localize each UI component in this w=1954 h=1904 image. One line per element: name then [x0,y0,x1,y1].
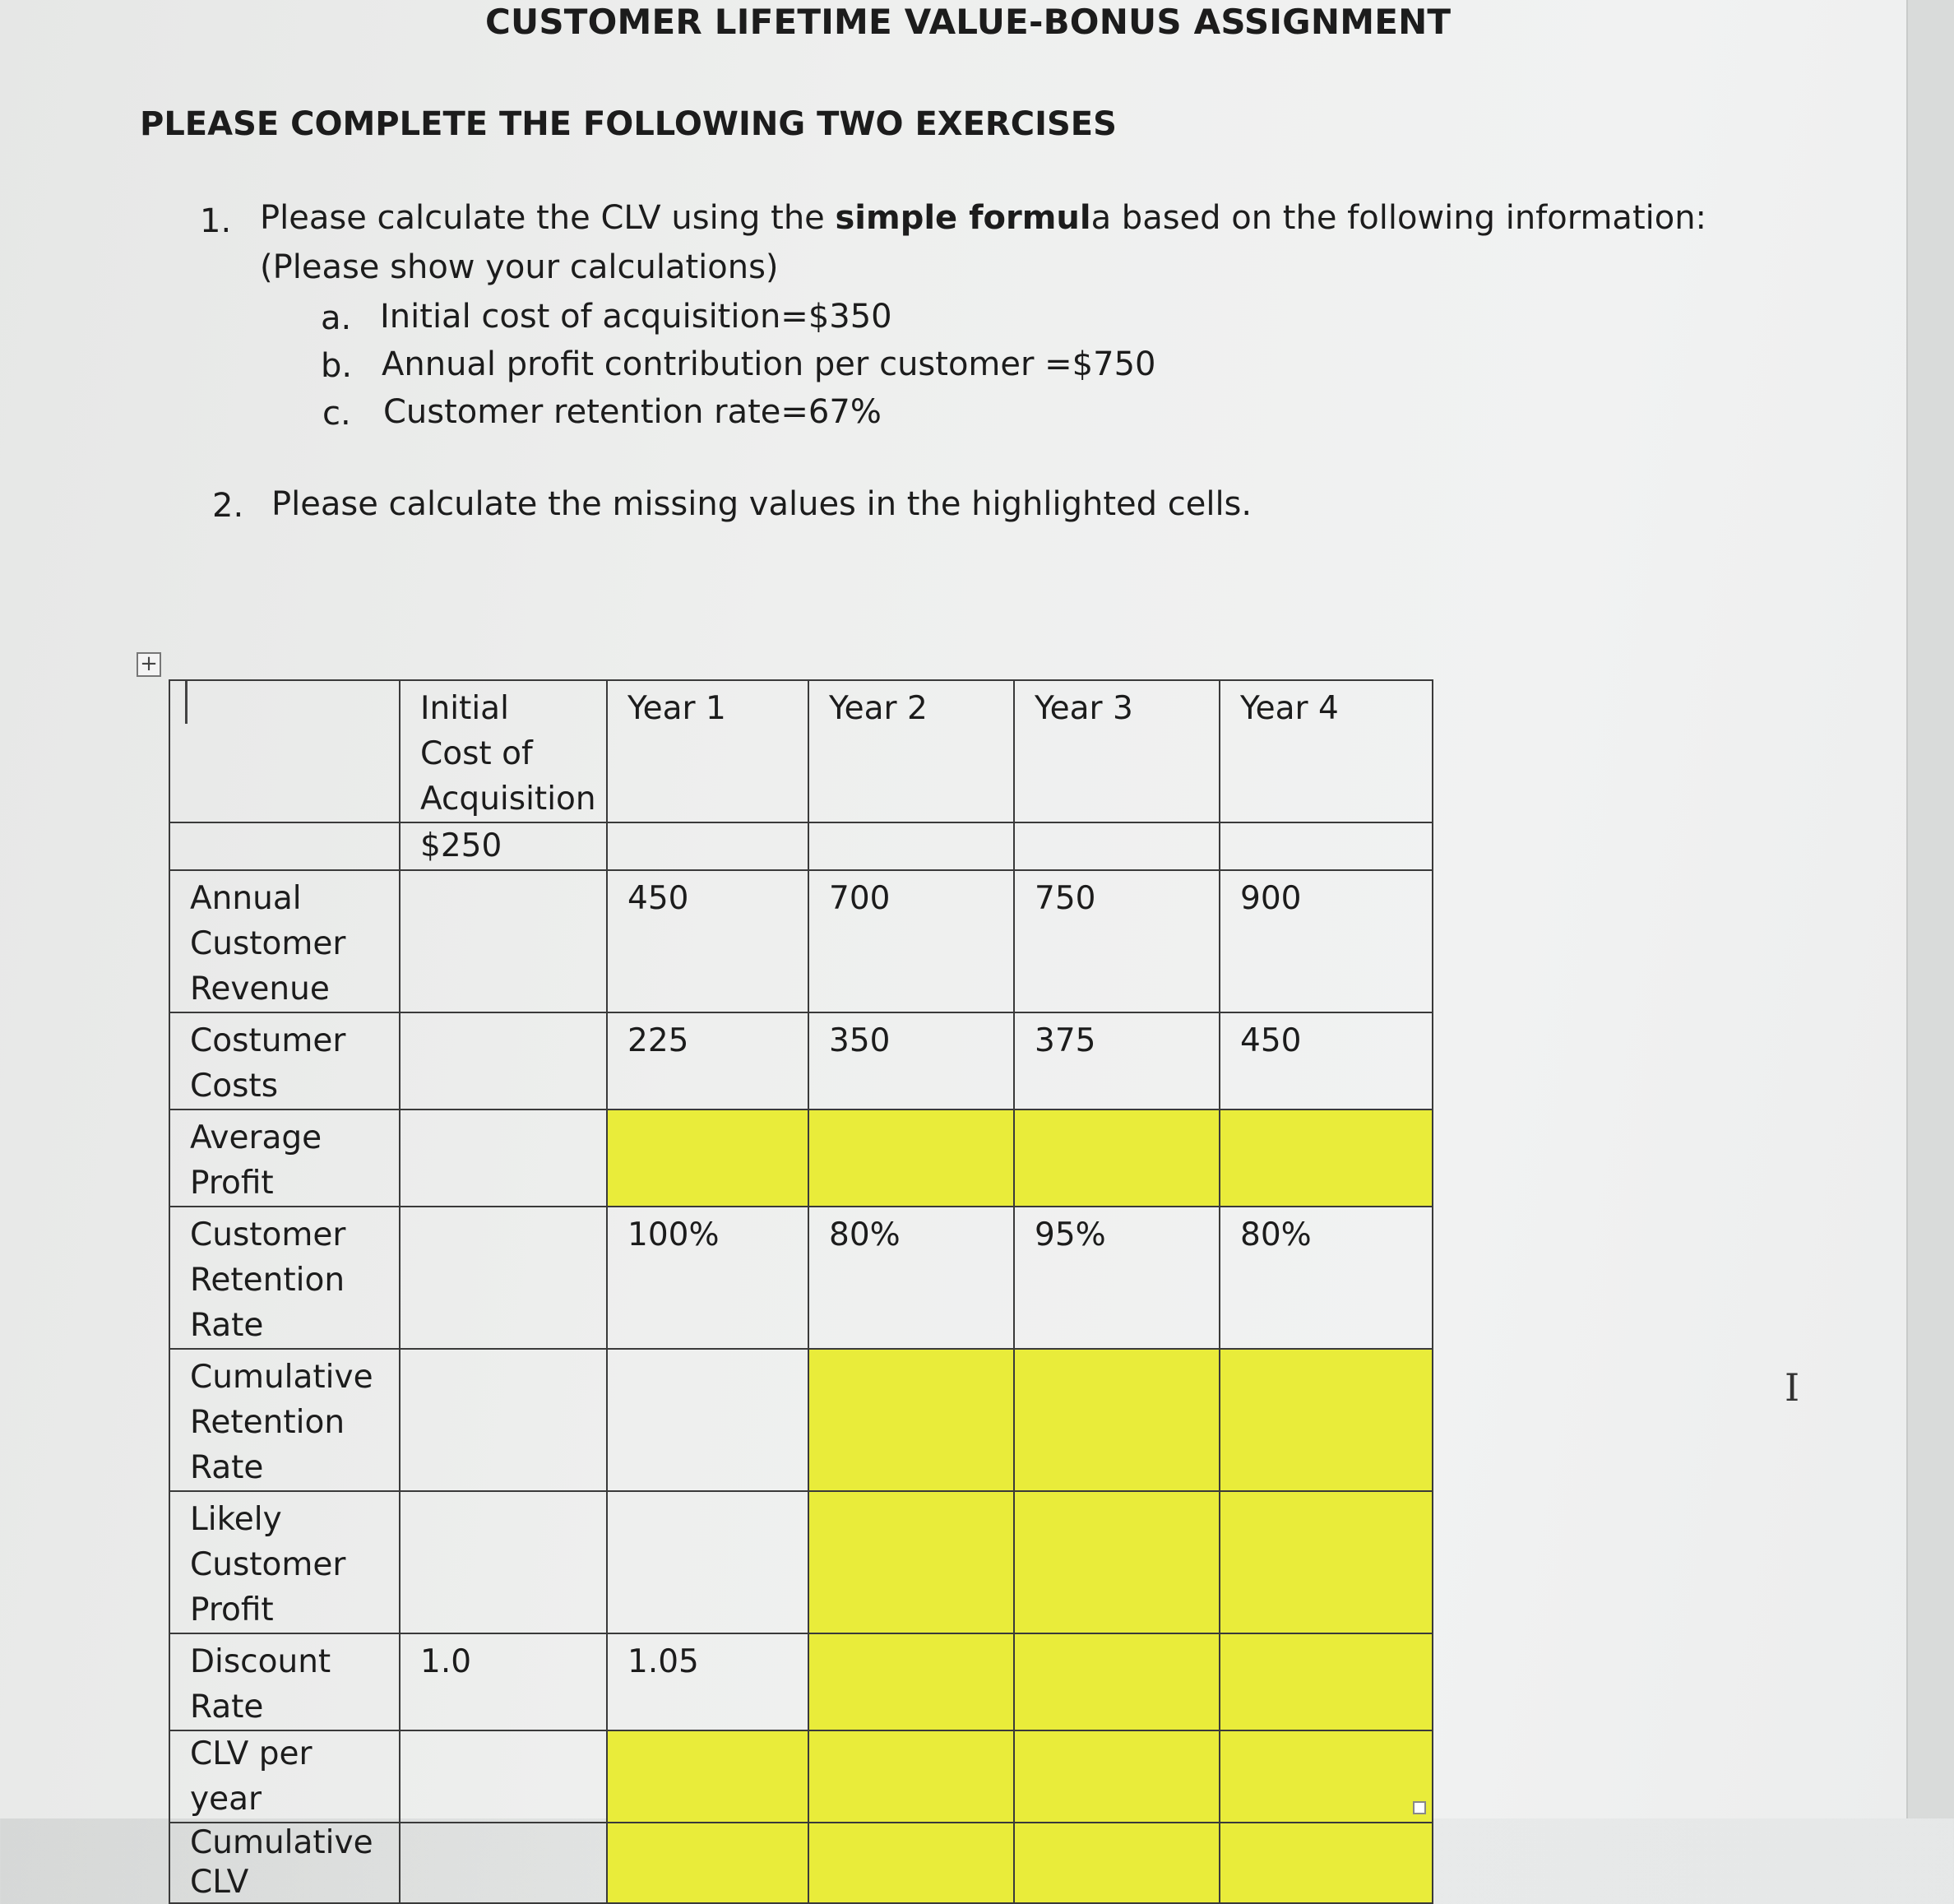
table-row [169,1110,1433,1207]
highlighted-cell[interactable] [808,1110,1014,1207]
highlighted-cell[interactable] [808,1491,1014,1633]
table-cell[interactable]: 450 [607,870,808,1012]
table-cell[interactable]: 750 [1014,870,1220,1012]
highlighted-cell[interactable] [1014,1730,1220,1823]
table-cell[interactable] [808,822,1014,870]
row-label[interactable]: Customer Retention Rate [169,1207,400,1349]
table-row [169,1633,1433,1730]
highlighted-cell[interactable] [1014,1491,1220,1633]
table-cell[interactable] [400,1823,607,1903]
table-row [169,1012,1433,1110]
header-year-1[interactable]: Year 1 [607,680,808,822]
row-label[interactable]: Likely Customer Profit [169,1491,400,1633]
table-cell[interactable] [607,822,808,870]
table-cell[interactable]: 450 [1220,1012,1433,1110]
highlighted-cell[interactable] [808,1349,1014,1491]
table-cell[interactable] [607,1491,808,1633]
text-cursor-icon: I [1785,1365,1800,1410]
row-label[interactable]: Annual Customer Revenue [169,870,400,1012]
document-subtitle: PLEASE COMPLETE THE FOLLOWING TWO EXERCISES [140,105,1117,143]
table-cell[interactable]: 80% [808,1207,1014,1349]
table-cell[interactable]: 700 [808,870,1014,1012]
table-cell[interactable] [1220,822,1433,870]
exercise-1-text [260,199,1706,237]
highlighted-cell[interactable] [1014,1110,1220,1207]
table-cell[interactable]: 100% [607,1207,808,1349]
row-label[interactable]: Costumer Costs [169,1012,400,1110]
table-row [169,870,1433,1012]
header-initial-cost[interactable]: Initial Cost of Acquisition [400,680,607,822]
header-year-4[interactable]: Year 4 [1220,680,1433,822]
item-a-text: Initial cost of acquisition=$350 [380,298,892,336]
highlighted-cell[interactable] [1014,1349,1220,1491]
exercise-2-text: Please calculate the missing values in the highlighted cells. [271,485,1253,523]
table-cell[interactable] [400,870,607,1012]
table-cell[interactable]: 1.05 [607,1633,808,1730]
item-c-text: Customer retention rate=67% [383,393,882,431]
acquisition-cost-value[interactable]: $250 [400,822,607,870]
highlighted-cell[interactable] [1220,1633,1433,1730]
header-year-2[interactable]: Year 2 [808,680,1014,822]
item-b-text: Annual profit contribution per customer =$750 [382,345,1156,383]
item-b-marker: b. [321,347,353,385]
highlighted-cell[interactable] [1220,1110,1433,1207]
exercise-1-text-before: Please calculate the CLV using the [260,199,836,237]
table-cell[interactable] [400,1349,607,1491]
table-row [169,1823,1433,1903]
table-cell[interactable]: 375 [1014,1012,1220,1110]
header-cell-empty[interactable] [169,680,400,822]
row-label[interactable]: Cumulative CLV [169,1823,400,1903]
row-label[interactable]: CLV per year [169,1730,400,1823]
table-cell[interactable]: 900 [1220,870,1433,1012]
row-label[interactable]: Cumulative Retention Rate [169,1349,400,1491]
window-scroll-area[interactable] [1906,0,1954,1818]
row-label[interactable]: Average Profit [169,1110,400,1207]
highlighted-cell[interactable] [607,1110,808,1207]
document-title: CUSTOMER LIFETIME VALUE-BONUS ASSIGNMENT [485,2,1452,42]
table-move-handle-icon[interactable]: + [137,652,161,677]
table-cell[interactable] [607,1349,808,1491]
table-cell[interactable] [400,1110,607,1207]
highlighted-cell[interactable] [808,1823,1014,1903]
table-row [169,1207,1433,1349]
table-row [169,1491,1433,1633]
table-cell[interactable] [400,1012,607,1110]
highlighted-cell[interactable] [1014,1633,1220,1730]
acquisition-cost-row [169,822,1433,870]
table-cell[interactable] [400,1730,607,1823]
table-row [169,1349,1433,1491]
table-cell[interactable]: 350 [808,1012,1014,1110]
table-cell[interactable]: 95% [1014,1207,1220,1349]
table-cell[interactable] [169,822,400,870]
table-header-row [169,680,1433,822]
highlighted-cell[interactable] [1220,1823,1433,1903]
exercise-1-line2: (Please show your calculations) [260,248,779,286]
table-cell[interactable] [400,1207,607,1349]
table-cell[interactable] [1014,822,1220,870]
highlighted-cell[interactable] [1220,1730,1433,1823]
highlighted-cell[interactable] [607,1730,808,1823]
item-a-marker: a. [321,299,352,337]
table-cell[interactable]: 80% [1220,1207,1433,1349]
highlighted-cell[interactable] [1014,1823,1220,1903]
highlighted-cell[interactable] [808,1633,1014,1730]
exercise-1-bold: simple formul [835,199,1091,237]
item-c-marker: c. [322,395,351,433]
highlighted-cell[interactable] [1220,1491,1433,1633]
table-cell[interactable]: 1.0 [400,1633,607,1730]
highlighted-cell[interactable] [607,1823,808,1903]
highlighted-cell[interactable] [1220,1349,1433,1491]
row-label[interactable]: Discount Rate [169,1633,400,1730]
exercise-1-text-after: a based on the following information: [1090,199,1707,237]
header-year-3[interactable]: Year 3 [1014,680,1220,822]
clv-table [169,679,1433,1904]
table-row [169,1730,1433,1823]
exercise-1-number: 1. [200,202,232,240]
highlighted-cell[interactable] [808,1730,1014,1823]
table-cell[interactable] [400,1491,607,1633]
table-cell[interactable]: 225 [607,1012,808,1110]
table-resize-handle-icon[interactable] [1413,1801,1426,1814]
exercise-2-number: 2. [212,487,244,525]
